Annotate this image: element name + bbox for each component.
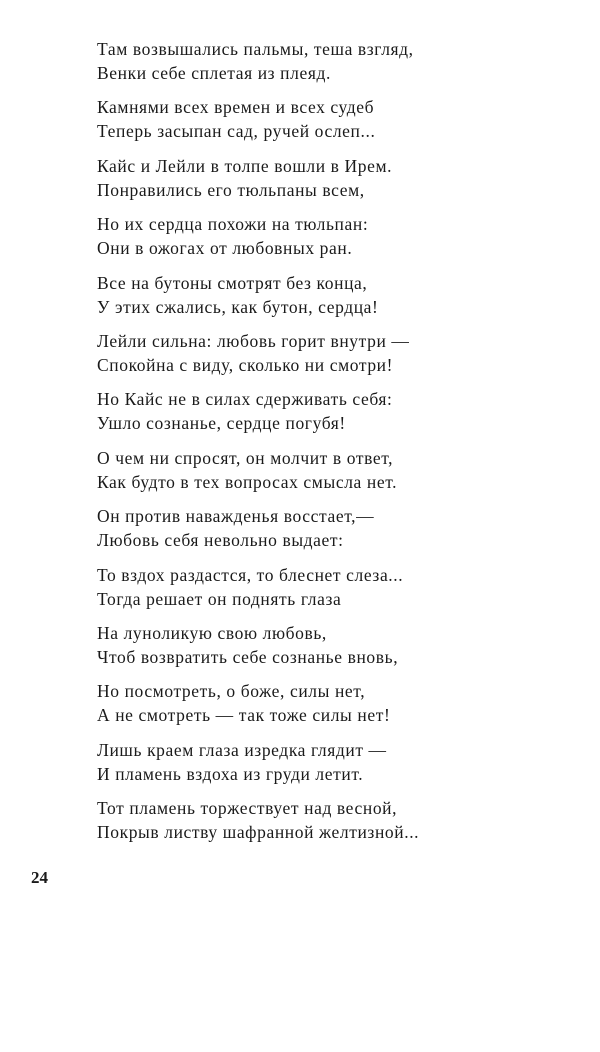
- stanza: [97, 212, 419, 260]
- poem-line: Теперь засыпан сад, ручей ослеп...: [97, 121, 376, 142]
- poem-line: Понравились его тюльпаны всем,: [97, 179, 365, 200]
- poem-line: Покрыв листву шафранной желтизной...: [97, 822, 420, 843]
- poem-line: Чтоб возвратить себе сознанье вновь,: [97, 646, 399, 667]
- poem-line: Любовь себя невольно выдает:: [97, 530, 344, 551]
- stanza: [97, 563, 419, 611]
- stanza: [97, 329, 419, 377]
- stanza: [97, 387, 419, 435]
- stanza: [97, 796, 419, 844]
- poem-line: Лишь краем глаза изредка глядит —: [97, 739, 387, 760]
- poem-line: Венки себе сплетая из плеяд.: [97, 63, 331, 83]
- stanza: [97, 679, 419, 727]
- stanza: [97, 738, 419, 786]
- stanza: [97, 621, 419, 669]
- poem-line: Но их сердца похожи на тюльпан:: [97, 214, 369, 235]
- stanza: [97, 446, 419, 494]
- poem-line: Лейли сильна: любовь горит внутри —: [97, 330, 410, 351]
- stanza: [97, 504, 419, 552]
- poem-line: Камнями всех времен и всех судеб: [97, 97, 375, 118]
- poem-line: На луноликую свою любовь,: [97, 622, 327, 643]
- poem-line: Тот пламень торжествует над весной,: [97, 798, 398, 819]
- poem-line: Как будто в тех вопросах смысла нет.: [97, 471, 398, 492]
- poem-line: А не смотреть — так тоже силы нет!: [97, 705, 391, 726]
- poem-line: Он против наважденья восстает,—: [97, 506, 375, 527]
- poem: [97, 37, 419, 854]
- poem-line: Тогда решает он поднять глаза: [97, 588, 342, 609]
- poem-line: И пламень вздоха из груди летит.: [97, 763, 364, 784]
- poem-line: Но посмотреть, о боже, силы нет,: [97, 681, 366, 702]
- poem-line: Ушло сознанье, сердце погубя!: [97, 413, 346, 434]
- poem-line: Спокойна с виду, сколько ни смотри!: [97, 354, 394, 375]
- poem-line: Но Кайс не в силах сдерживать себя:: [97, 389, 393, 410]
- poem-line: То вздох раздастся, то блеснет слеза...: [97, 564, 404, 585]
- stanza: [97, 37, 419, 85]
- poem-line: Все на бутоны смотрят без конца,: [97, 272, 368, 293]
- poem-line: У этих сжались, как бутон, сердца!: [97, 296, 379, 317]
- poem-line: Кайс и Лейли в толпе вошли в Ирем.: [97, 155, 393, 176]
- page-number: 24: [31, 868, 48, 887]
- poem-line: Они в ожогах от любовных ран.: [97, 238, 353, 259]
- poem-line: О чем ни спросят, он молчит в ответ,: [97, 447, 394, 468]
- stanza: [97, 95, 419, 143]
- poem-line: Там возвышались пальмы, теша взгляд,: [97, 39, 414, 59]
- stanza: [97, 271, 419, 319]
- stanza: [97, 154, 419, 202]
